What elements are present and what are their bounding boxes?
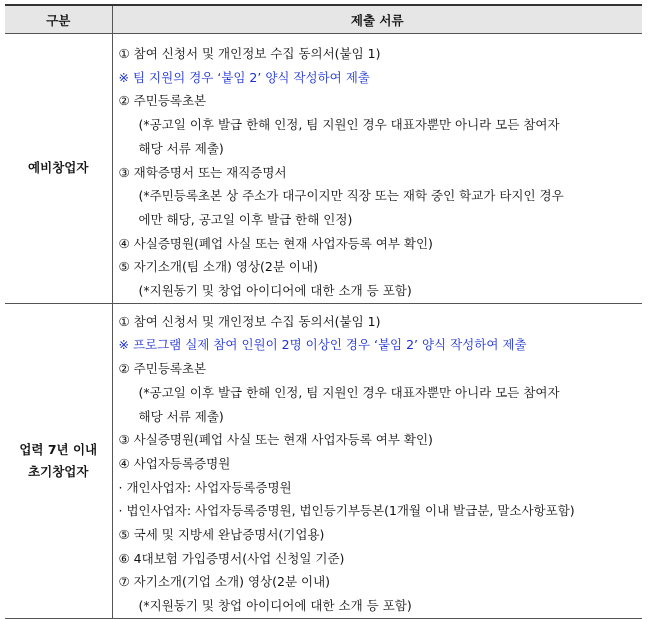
header-category: 구분 [5, 5, 112, 34]
doc-line: ③ 재학증명서 또는 재직증명서 [118, 164, 287, 180]
doc-line: ④ 사실증명원(폐업 사실 또는 현재 사업자등록 여부 확인) [118, 235, 433, 251]
category-label-line2: 초기창업자 [28, 463, 89, 479]
doc-subline: (*공고일 이후 발급 한해 인정, 팀 지원인 경우 대표자뿐만 아니라 모든 참여자 [138, 117, 560, 133]
doc-subline: (*지원동기 및 창업 아이디어에 대한 소개 등 포함) [138, 283, 412, 299]
category-label: 예비창업자 [28, 160, 89, 176]
documents-cell [112, 34, 642, 304]
doc-line: ② 주민등록초본 [118, 361, 207, 377]
category-label-line1: 업력 7년 이내 [19, 441, 98, 457]
table-row [5, 303, 642, 618]
doc-line: ① 참여 신청서 및 개인정보 수집 동의서(붙임 1) [118, 313, 381, 329]
note-line: ※ 프로그램 실제 참여 인원이 2명 이상인 경우 ‘붙임 2’ 양식 작성하여 제출 [118, 337, 527, 353]
doc-line: ⑥ 4대보험 가입증명서(사업 신청일 기준) [118, 550, 345, 566]
doc-subline: (*지원동기 및 창업 아이디어에 대한 소개 등 포함) [138, 598, 412, 614]
doc-line: ② 주민등록초본 [118, 93, 207, 109]
doc-line: ③ 사실증명원(폐업 사실 또는 현재 사업자등록 여부 확인) [118, 432, 433, 448]
category-early-startup [5, 303, 112, 618]
doc-line: ⑤ 국세 및 지방세 완납증명서(기업용) [118, 527, 325, 543]
submission-documents-table [5, 4, 642, 619]
table-row [5, 34, 642, 304]
doc-line: ④ 사업자등록증명원 [118, 455, 231, 471]
category-prestartup [5, 34, 112, 304]
doc-subline: 에만 해당, 공고일 이후 발급 한해 인정) [138, 211, 353, 227]
doc-line: ⑦ 자기소개(기업 소개) 영상(2분 이내) [118, 574, 331, 590]
doc-subline: 해당 서류 제출) [138, 140, 224, 156]
doc-line: ① 참여 신청서 및 개인정보 수집 동의서(붙임 1) [118, 46, 381, 61]
bullet-line: · 개인사업자: 사업자등록증명원 [118, 479, 292, 495]
header-documents: 제출 서류 [112, 5, 642, 34]
documents-cell [112, 303, 642, 618]
doc-subline: (*공고일 이후 발급 한해 인정, 팀 지원인 경우 대표자뿐만 아니라 모든 참여자 [138, 384, 560, 400]
note-line: ※ 팀 지원의 경우 ‘붙임 2’ 양식 작성하여 제출 [118, 69, 370, 85]
bullet-line: · 법인사업자: 사업자등록증명원, 법인등기부등본(1개월 이내 발급분, 말소사항포함) [118, 503, 575, 519]
table-header-row [5, 5, 642, 34]
doc-subline: 해당 서류 제출) [138, 408, 224, 424]
doc-line: ⑤ 자기소개(팀 소개) 영상(2분 이내) [118, 259, 318, 275]
doc-subline: (*주민등록초본 상 주소가 대구이지만 직장 또는 재학 중인 학교가 타지인 경우 [138, 188, 564, 204]
